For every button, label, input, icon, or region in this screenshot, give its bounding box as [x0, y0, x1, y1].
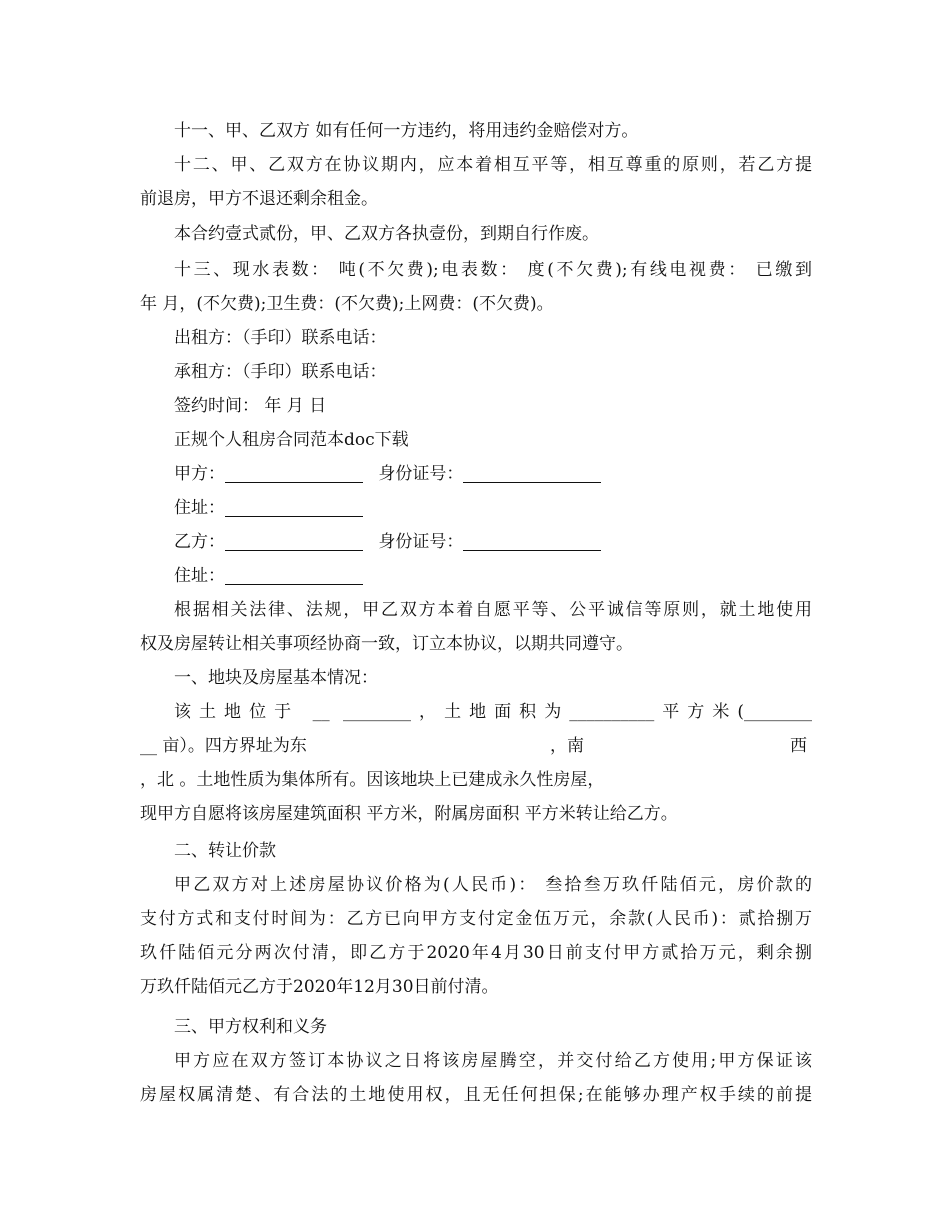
party-b-label: 乙方： — [174, 532, 225, 552]
party-b-address-field — [225, 564, 363, 585]
land-line2 — [140, 729, 812, 763]
party-a-id-field — [463, 462, 601, 483]
party-b-row — [140, 525, 846, 559]
party-a-address-row — [140, 491, 846, 525]
land-line4: 现甲方自愿将该房屋建筑面积 平方米，附属房面积 平方米转让给乙方。 — [140, 804, 678, 824]
land-line1: 该土地位于 __ ________，土地面积为__________平方米(________ — [174, 702, 812, 722]
lessor-signature: 出租方：（手印）联系电话： — [174, 328, 387, 348]
party-b-id-label: 身份证号： — [378, 532, 464, 552]
land-line2-south: ，南 — [550, 736, 584, 756]
clause-11: 十一、甲、乙双方 如有任何一方违约，将用违约金赔偿对方。 — [174, 121, 639, 141]
clause-12-line2: 前退房，甲方不退还剩余租金。 — [140, 189, 378, 209]
duty-line2: 房屋权属清楚、有合法的土地使用权，且无任何担保;在能够办理产权手续的前提 — [140, 1085, 812, 1105]
intro-line2: 权及房屋转让相关事项经协商一致，订立本协议，以期共同遵守。 — [140, 634, 633, 654]
land-line2-east: __ 亩）。四方界址为东 — [140, 736, 307, 756]
party-a-address-label: 住址： — [174, 498, 225, 518]
party-b-field — [225, 530, 363, 551]
sign-date: 签约时间： 年 月 日 — [174, 396, 327, 416]
section-1-heading: 一、地块及房屋基本情况： — [174, 668, 378, 688]
intro-line1: 根据相关法律、法规，甲乙双方本着自愿平等、公平诚信等原则，就土地使用 — [174, 600, 812, 620]
party-a-address-field — [225, 496, 363, 517]
party-a-label: 甲方： — [174, 464, 225, 484]
section-3-heading: 三、甲方权利和义务 — [174, 1017, 327, 1037]
clause-13-line1: 十三、现水表数： 吨(不欠费);电表数： 度(不欠费);有线电视费： 已缴到 — [174, 260, 812, 280]
party-b-address-label: 住址： — [174, 566, 225, 586]
party-a-field — [225, 462, 363, 483]
land-line2-west: 西 — [790, 736, 807, 756]
party-a-id-label: 身份证号： — [378, 464, 464, 484]
lessee-signature: 承租方：（手印）联系电话： — [174, 362, 387, 382]
copies-clause: 本合约壹式贰份，甲、乙双方各执壹份，到期自行作废。 — [174, 224, 599, 244]
document-title: 正规个人租房合同范本doc下载 — [174, 430, 409, 450]
party-a-row — [140, 457, 846, 491]
section-2-heading: 二、转让价款 — [174, 841, 276, 861]
duty-line1: 甲方应在双方签订本协议之日将该房屋腾空，并交付给乙方使用;甲方保证该 — [174, 1051, 812, 1071]
price-line3: 玖仟陆佰元分两次付清，即乙方于2020年4月30日前支付甲方贰拾万元，剩余捌 — [140, 943, 812, 963]
price-line4: 万玖仟陆佰元乙方于2020年12月30日前付清。 — [140, 977, 499, 997]
clause-13-line2: 年 月，(不欠费);卫生费：(不欠费);上网费：(不欠费)。 — [140, 294, 554, 314]
clause-12-line1: 十二、甲、乙双方在协议期内，应本着相互平等，相互尊重的原则，若乙方提 — [174, 155, 812, 175]
price-line2: 支付方式和支付时间为：乙方已向甲方支付定金伍万元，余款(人民币)：贰拾捌万 — [140, 909, 812, 929]
land-line3: ，北 。土地性质为集体所有。因该地块上已建成永久性房屋， — [140, 770, 605, 790]
party-b-address-row — [140, 559, 846, 593]
party-b-id-field — [463, 530, 601, 551]
price-line1: 甲乙双方对上述房屋协议价格为(人民币)： 叁拾叁万玖仟陆佰元，房价款的 — [174, 875, 812, 895]
